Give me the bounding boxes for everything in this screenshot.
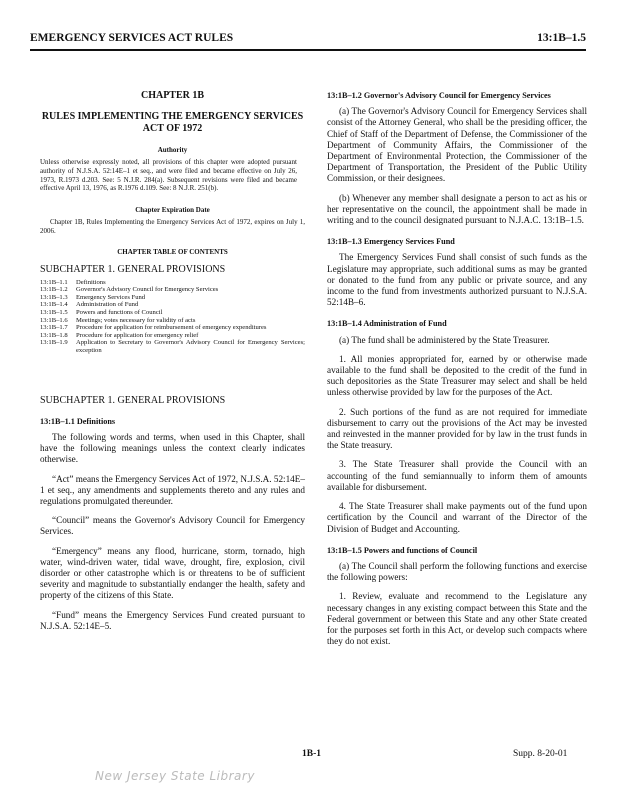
section-paragraph: 2. Such portions of the fund as are not required for immediate disbursement to carry out the provisions of the Act may be invested and reinvested in the manner provided for by law in the trust funds in the State treasury. [327,406,587,451]
expiration-heading: Chapter Expiration Date [135,205,210,214]
toc-item: 13:1B–1.5 Powers and functions of Council [40,308,163,316]
section-heading: 13:1B–1.4 Administration of Fund [327,319,447,329]
page-number: 1B-1 [302,749,321,759]
toc-item: 13:1B–1.3 Emergency Services Fund [40,293,146,301]
chapter-title: RULES IMPLEMENTING THE EMERGENCY SERVICES ACT OF 1972 [41,111,304,135]
section-heading: 13:1B–1.5 Powers and functions of Council [327,545,478,555]
section-paragraph: 1. Review, evaluate and recommend to the Legislature any necessary changes in any existing compact between this State and the Federal government or between this State and any other State created for the purposes set forth in this Act, or develop such compacts where they do not exist. [327,591,587,647]
authority-text: Unless otherwise expressly noted, all provisions of this chapter were adopted pursuant authority of N.J.S.A. 52:14E–1 et seq., and were filed and became effective on July 26, 1973, R.1973 d.203. See: 5 N.J.R. 284(a). Subsequent revisions were filed and became effective April 13, 1976, as R.1976 d.109. See: 8 N.J.R. 251(b). [40,158,297,193]
section-paragraph: The following words and terms, when used in this Chapter, shall have the following meanings unless the context clearly indicates otherwise. [40,431,305,465]
left-column [40,90,305,640]
chapter-label: CHAPTER 1B [140,90,205,101]
section-heading: 13:1B–1.1 Definitions [40,416,116,426]
section-paragraph: (a) The Council shall perform the following functions and exercise the following powers: [327,560,587,583]
supplement-date: Supp. 8-20-01 [513,749,568,759]
section-paragraph: 4. The State Treasurer shall make payments out of the fund upon certification by the Council and warrant of the Director of the Division of Budget and Accounting. [327,501,587,534]
section-paragraph: The Emergency Services Fund shall consist of such funds as the Legislature may appropriate, such additional sums as may be granted or donated to the fund from any public or private source, and any income to the fund from investments authorized pursuant to N.J.S.A. 52:14B–6. [327,252,587,308]
toc-item: 13:1B–1.2 Governor's Advisory Council for Emergency Services [40,286,219,294]
section-paragraph: (a) The Governor's Advisory Council for Emergency Services shall consist of the Attorney General, who shall be the presiding officer, the Chief of Staff of the Department of Defense, the Commissioner of the Department of Community Affairs, the Commissioner of the Department of Environmental Protection, the Commissioner of the Department of Transportation, the President of the Public Utility Commission, or their designees. [327,106,587,184]
toc-heading: CHAPTER TABLE OF CONTENTS [117,248,228,257]
table-of-contents [40,279,305,355]
toc-subchapter: SUBCHAPTER 1. GENERAL PROVISIONS [40,264,226,276]
subchapter-heading: SUBCHAPTER 1. GENERAL PROVISIONS [40,394,226,406]
toc-item: 13:1B–1.1 Definitions [40,278,106,286]
definition-fund: “Fund” means the Emergency Services Fund created pursuant to N.J.S.A. 52:14E–5. [40,609,305,631]
library-watermark: New Jersey State Library [95,769,255,783]
definition-act: “Act” means the Emergency Services Act of 1972, N.J.S.A. 52:14E–1 et seq., any amendments and supplements thereto and any rules and regulations promulgated thereunder. [40,473,305,506]
section-paragraph: (a) The fund shall be administered by the State Treasurer. [339,334,550,345]
definition-emergency: “Emergency” means any flood, hurricane, storm, tornado, high water, wind-driven water, tidal wave, drought, fire, explosion, civil disorder or other catastrophe which is or threatens to be of sufficient severity and magnitude to substantially endanger the health, safety and property of the citizens of this State. [40,545,305,601]
header-section: 13:1B–1.5 [537,32,586,44]
section-heading: 13:1B–1.2 Governor's Advisory Council for Emergency Services [327,91,551,100]
section-paragraph: (b) Whenever any member shall designate a person to act as his or her representative on the council, the appointment shall be made in writing and to the council designated pursuant to N.J.A.C. 13:1B–1.5. [327,192,587,226]
toc-item: 13:1B–1.8 Procedure for application for emergency relief [40,331,199,339]
authority-heading: Authority [157,146,188,155]
expiration-text: Chapter 1B, Rules Implementing the Emergency Services Act of 1972, expires on July 1, 2006. [40,217,305,235]
section-paragraph: 3. The State Treasurer shall provide the Council with an accounting of the fund semiannually to inform them of amounts available for disbursement. [327,459,587,492]
definition-council: “Council” means the Governor's Advisory Council for Emergency Services. [40,515,305,537]
toc-item: 13:1B–1.4 Administration of Fund [40,301,139,309]
toc-item: 13:1B–1.6 Meetings; votes necessary for validity of acts [40,316,196,324]
toc-item: 13:1B–1.7 Procedure for application for reimbursement of emergency expenditures [40,324,267,332]
section-heading: 13:1B–1.3 Emergency Services Fund [327,237,455,247]
right-column [327,90,587,655]
section-paragraph: 1. All monies appropriated for, earned by or otherwise made available to the fund shall be deposited to the credit of the fund in such depositories as the State Treasurer may select and shall be held unless otherwise provided by law for the purposes of the Act. [327,353,587,398]
toc-item: 13:1B–1.9 Application to Secretary to Governor's Advisory Council for Emergency Services; exception [40,339,305,354]
header-title: EMERGENCY SERVICES ACT RULES [30,32,234,44]
header-rule [30,49,586,51]
running-header [30,32,586,48]
